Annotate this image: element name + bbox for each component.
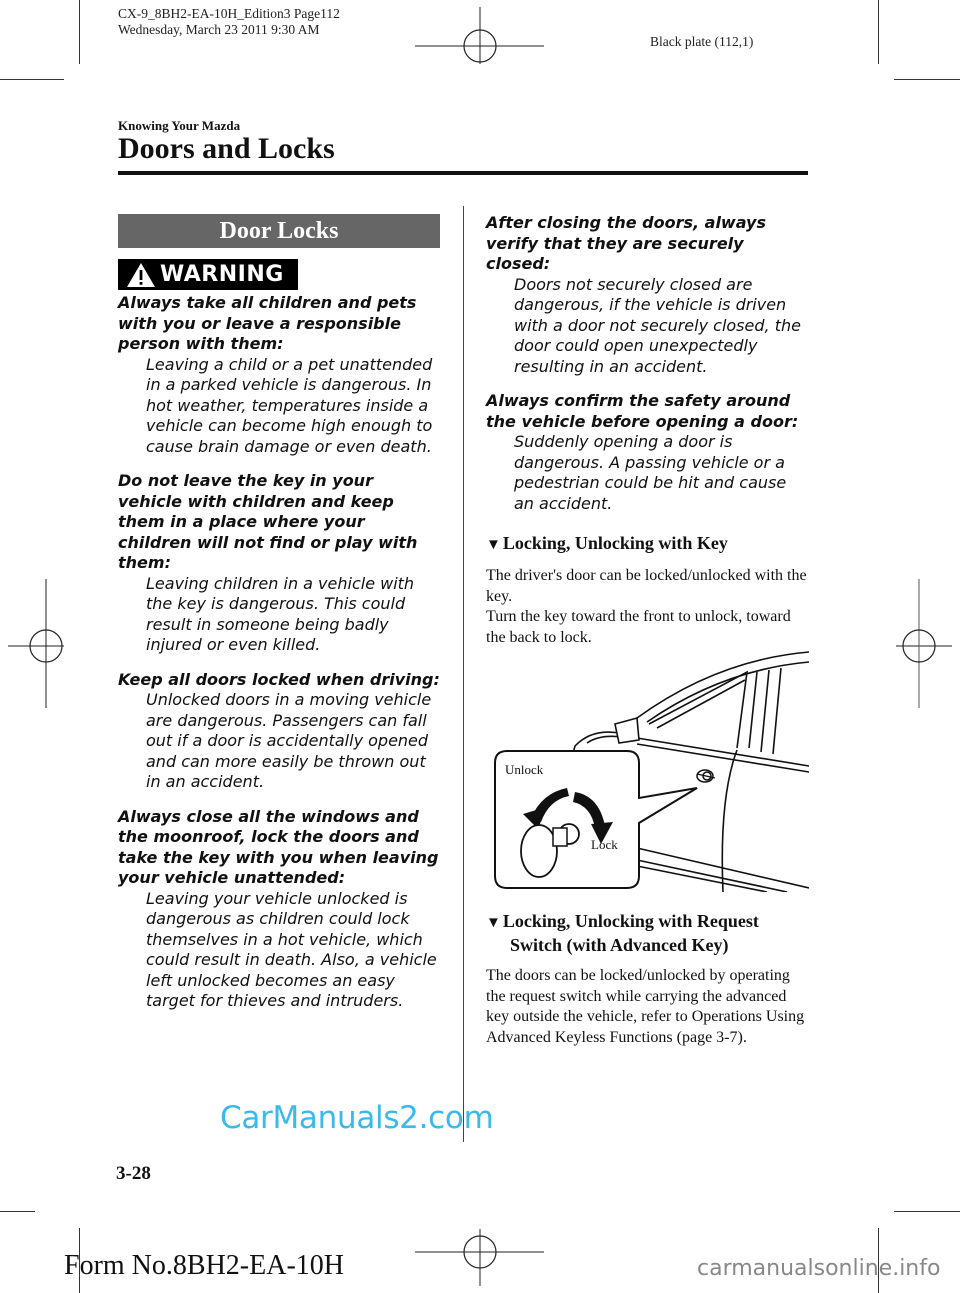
warning-item xyxy=(486,391,808,514)
warning-item xyxy=(118,807,440,1012)
registration-mark-left xyxy=(6,578,66,710)
crop-mark xyxy=(0,79,64,80)
subsection-heading-line2: Switch (with Advanced Key) xyxy=(510,935,729,955)
form-number: Form No.8BH2-EA-10H xyxy=(64,1250,344,1281)
right-column xyxy=(486,213,808,648)
triangle-marker-icon: ▼ xyxy=(486,537,501,553)
warning-body: Leaving children in a vehicle with the key is dangerous. This could result in someone being badly injured or even killed. xyxy=(146,573,415,654)
subsection-heading-request xyxy=(486,910,816,956)
paragraph: Turn the key toward the front to unlock, toward the back to lock. xyxy=(486,608,791,646)
warning-body: Doors not securely closed are dangerous, if the vehicle is driven with a door not securely closed, the door could open unexpectedly resulting in an accident. xyxy=(514,274,801,376)
door-key-illustration xyxy=(487,648,809,892)
warning-badge xyxy=(118,259,298,290)
section-label: Knowing Your Mazda xyxy=(118,118,241,133)
warning-body: Leaving your vehicle unlocked is dangerous as children could lock themselves in a hot vehicle, which could result in death. Also, a vehicle left unlocked becomes an easy target for thieves and intruders. xyxy=(146,888,437,1010)
registration-mark-bottom xyxy=(414,1228,546,1288)
page-number: 3-28 xyxy=(116,1163,151,1184)
warning-heading: Always confirm the safety around the vehicle before opening a door: xyxy=(486,391,799,431)
warning-heading: Always take all children and pets with you or leave a responsible person with them: xyxy=(118,293,417,353)
lock-label: Lock xyxy=(591,837,618,852)
unlock-label: Unlock xyxy=(505,762,544,777)
paragraph: The driver's door can be locked/unlocked with the key. xyxy=(486,567,807,605)
print-meta-date: Wednesday, March 23 2011 9:30 AM xyxy=(118,22,320,37)
door-locks-banner: Door Locks xyxy=(118,214,440,248)
crop-mark xyxy=(0,1211,35,1212)
warning-heading: Do not leave the key in your vehicle with children and keep them in a place where your children will not find or play with them: xyxy=(118,471,418,572)
subsection-heading-line1: Locking, Unlocking with Request xyxy=(502,911,759,931)
crop-mark xyxy=(79,0,80,64)
warning-item xyxy=(118,471,440,656)
page-title: Doors and Locks xyxy=(118,132,335,165)
warning-body: Leaving a child or a pet unattended in a parked vehicle is dangerous. In hot weather, temperatures inside a vehicle can become high enough to cause brain damage or even death. xyxy=(146,354,433,456)
print-meta xyxy=(118,6,340,38)
subsection-heading-key xyxy=(486,532,808,556)
registration-mark-right xyxy=(894,578,954,710)
warning-label: WARNING xyxy=(160,262,284,287)
warning-heading: Always close all the windows and the moonroof, lock the doors and take the key with you when leaving your vehicle unattended: xyxy=(118,806,439,887)
watermark-carmanuals2: CarManuals2.com xyxy=(220,1100,494,1136)
warning-item xyxy=(486,213,808,377)
print-meta-file: CX-9_8BH2-EA-10H_Edition3 Page112 xyxy=(118,6,340,21)
door-keyhole-icon xyxy=(697,770,715,782)
key-icon xyxy=(521,825,557,877)
subsection-request-switch xyxy=(486,906,816,1048)
warning-heading: Keep all doors locked when driving: xyxy=(118,669,440,689)
crop-mark xyxy=(878,0,879,64)
warning-triangle-icon xyxy=(126,262,156,288)
triangle-marker-icon: ▼ xyxy=(486,915,501,931)
warning-heading: After closing the doors, always verify that they are securely closed: xyxy=(486,213,766,273)
subsection-heading-text: Locking, Unlocking with Key xyxy=(502,533,728,553)
crop-mark xyxy=(894,1211,960,1212)
paragraph: The doors can be locked/unlocked by operating the request switch while carrying the advanced key outside the vehicle, refer to Operations Using Advanced Keyless Functions (page 3-7). xyxy=(486,967,805,1046)
warning-item xyxy=(118,293,440,457)
watermark-site: carmanualsonline.info xyxy=(697,1256,941,1281)
black-plate-label: Black plate (112,1) xyxy=(650,34,754,49)
warning-body: Suddenly opening a door is dangerous. A passing vehicle or a pedestrian could be hit and cause an accident. xyxy=(514,432,787,513)
crop-mark xyxy=(894,79,960,80)
title-rule xyxy=(118,171,808,175)
left-column xyxy=(118,214,440,1026)
registration-mark-top xyxy=(414,6,546,66)
warning-body: Unlocked doors in a moving vehicle are dangerous. Passengers can fall out if a door is accidentally opened and can more easily be thrown out in an accident. xyxy=(146,690,432,791)
warning-item xyxy=(118,670,440,793)
column-divider xyxy=(463,206,464,1142)
